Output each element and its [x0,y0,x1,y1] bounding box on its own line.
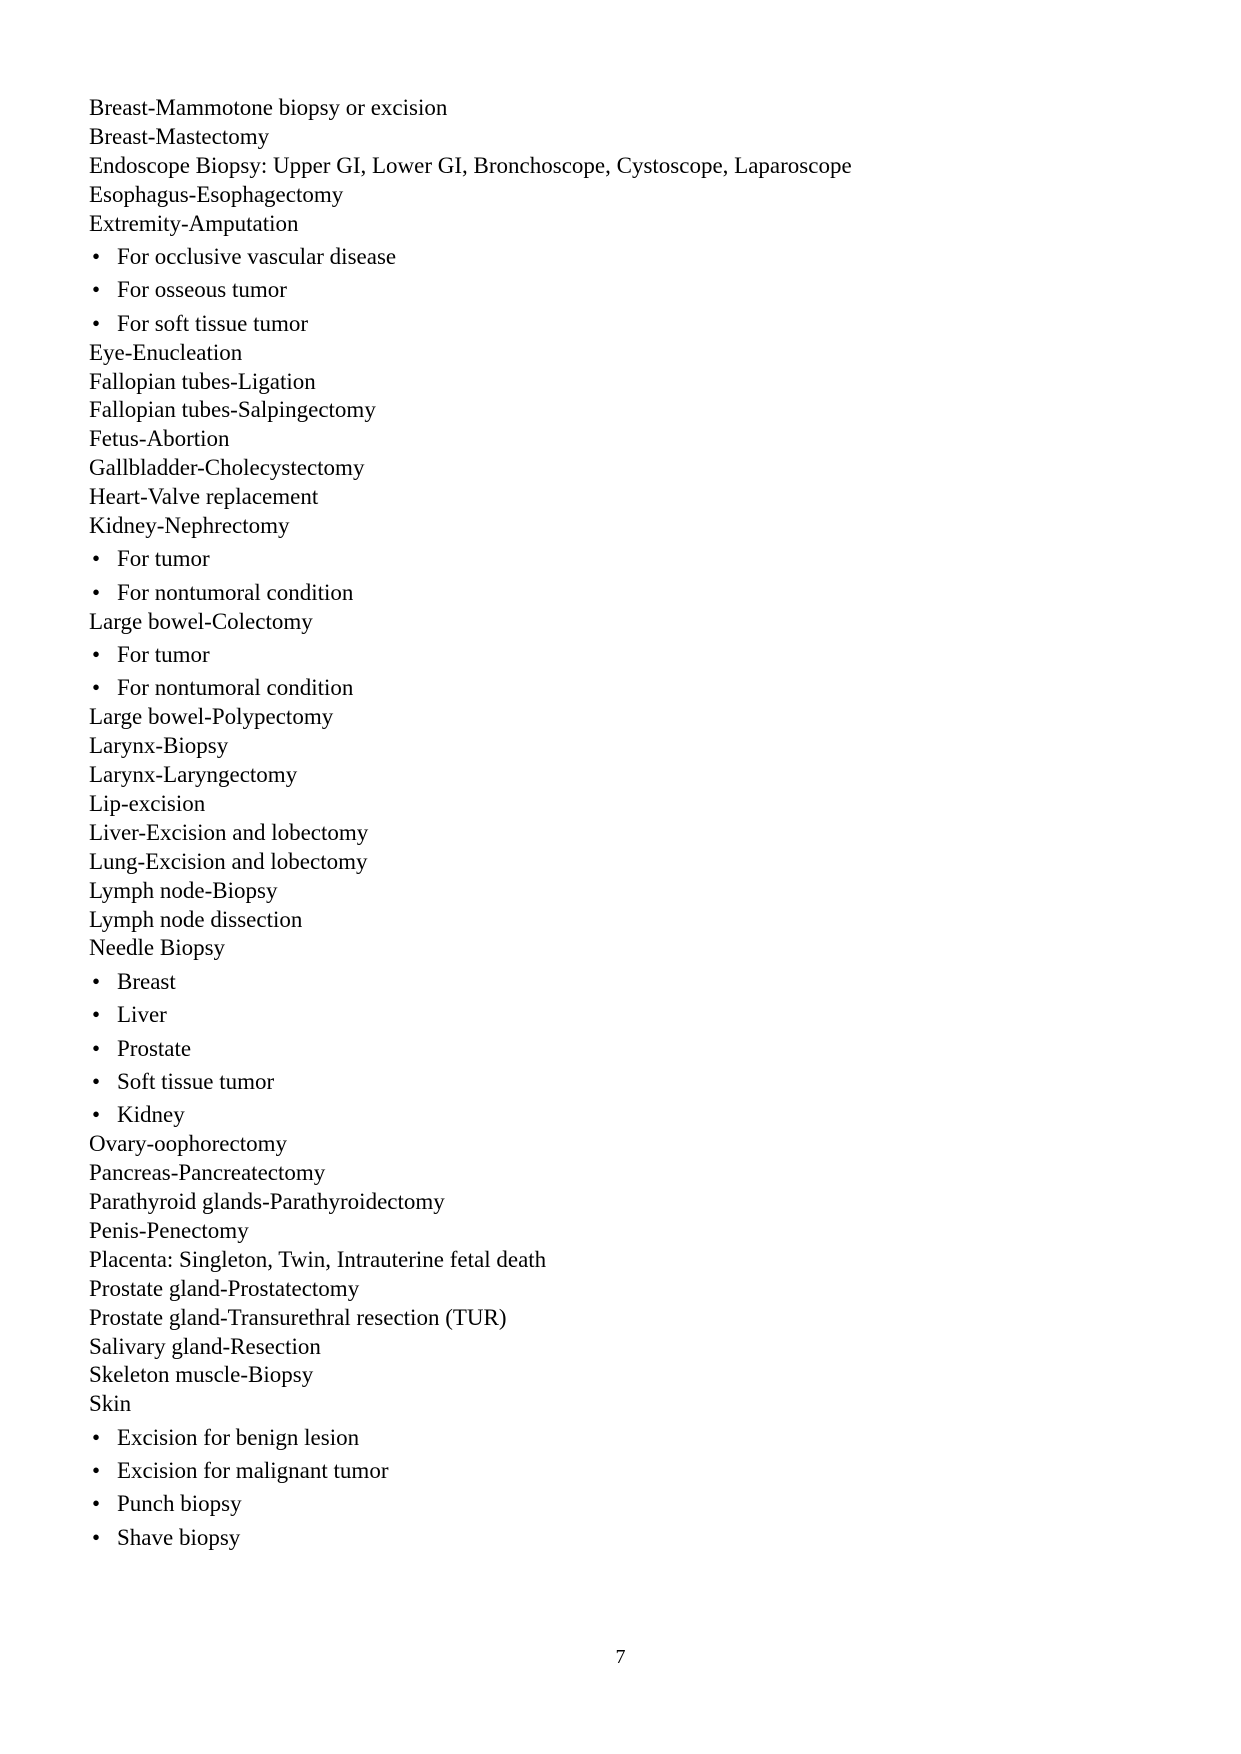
bullet-icon: • [92,1524,101,1550]
page-number: 7 [615,1646,626,1668]
procedure-entry: Ovary-oophorectomy [89,1131,287,1157]
procedure-entry: Placenta: Singleton, Twin, Intrauterine fetal death [89,1246,547,1272]
procedure-bullet-item [89,1064,1189,1097]
procedure-entry: Parathyroid glands-Parathyroidectomy [89,1189,445,1215]
bullet-icon: • [92,1424,101,1450]
procedure-bullet-item [89,1453,1189,1486]
procedure-bullet-item [89,1097,1189,1130]
procedure-bullet-item [89,1419,1189,1452]
bullet-text: Excision for malignant tumor [117,1458,389,1484]
bullet-icon: • [92,1069,101,1094]
bullet-text: For soft tissue tumor [117,310,309,336]
procedure-bullet-item [89,997,1189,1030]
bullet-text: For tumor [117,642,210,668]
procedure-entry: Lung-Excision and lobectomy [89,848,368,874]
procedure-entry: Salivary gland-Resection [89,1333,321,1359]
procedure-list [89,94,1189,1553]
procedure-bullet-item [89,963,1189,996]
bullet-icon: • [92,277,101,303]
procedure-entry: Lymph node dissection [89,906,303,932]
procedure-entry: Fallopian tubes-Salpingectomy [89,397,376,423]
bullet-text: Soft tissue tumor [117,1069,275,1094]
procedure-entry: Extremity-Amputation [89,210,299,236]
procedure-entry: Prostate gland-Prostatectomy [89,1275,360,1301]
bullet-icon: • [92,546,101,572]
bullet-text: Excision for benign lesion [117,1424,360,1450]
bullet-text: For occlusive vascular disease [117,243,397,269]
procedure-entry: Eye-Enucleation [89,339,243,365]
procedure-entry: Lymph node-Biopsy [89,877,278,903]
procedure-entry: Esophagus-Esophagectomy [89,181,344,207]
procedure-bullet-item [89,305,1189,338]
bullet-text: For nontumoral condition [117,579,354,605]
procedure-entry: Prostate gland-Transurethral resection (TUR) [89,1304,507,1330]
bullet-text: Breast [117,968,176,994]
bullet-text: For tumor [117,546,210,572]
bullet-icon: • [92,1491,101,1517]
bullet-text: Punch biopsy [117,1491,242,1517]
bullet-icon: • [92,579,101,605]
procedure-entry: Gallbladder-Cholecystectomy [89,455,365,481]
bullet-text: Liver [117,1002,167,1028]
procedure-entry: Kidney-Nephrectomy [89,512,290,538]
bullet-icon: • [92,243,101,269]
bullet-icon: • [92,1458,101,1484]
procedure-entry: Fetus-Abortion [89,426,230,452]
procedure-entry: Large bowel-Colectomy [89,608,313,634]
bullet-text: Kidney [117,1102,185,1128]
bullet-icon: • [92,1102,101,1128]
bullet-icon: • [92,1002,101,1028]
procedure-entry: Lip-excision [89,790,206,816]
procedure-entry: Larynx-Laryngectomy [89,762,298,788]
bullet-icon: • [92,968,101,994]
bullet-text: For nontumoral condition [117,675,354,701]
procedure-entry: Large bowel-Polypectomy [89,704,334,730]
procedure-bullet-item [89,574,1189,607]
procedure-entry: Skin [89,1391,132,1417]
procedure-entry: Skeleton muscle-Biopsy [89,1362,314,1388]
procedure-entry: Breast-Mammotone biopsy or excision [89,95,448,120]
bullet-text: For osseous tumor [117,277,287,303]
bullet-icon: • [92,1035,101,1061]
procedure-bullet-item [89,238,1189,271]
procedure-bullet-item [89,272,1189,305]
procedure-entry: Larynx-Biopsy [89,733,229,759]
bullet-icon: • [92,310,101,336]
bullet-icon: • [92,675,101,701]
procedure-entry: Pancreas-Pancreatectomy [89,1160,326,1186]
procedure-bullet-item [89,1519,1189,1552]
procedure-entry: Liver-Excision and lobectomy [89,819,369,845]
procedure-bullet-item [89,1486,1189,1519]
procedure-entry: Breast-Mastectomy [89,123,270,149]
bullet-text: Prostate [117,1035,192,1061]
procedure-entry: Endoscope Biopsy: Upper GI, Lower GI, Bronchoscope, Cystoscope, Laparoscope [89,152,852,178]
procedure-entry: Fallopian tubes-Ligation [89,368,316,394]
procedure-bullet-item [89,1030,1189,1063]
procedure-entry: Heart-Valve replacement [89,484,319,510]
procedure-entry: Needle Biopsy [89,935,226,961]
procedure-bullet-item [89,637,1189,670]
procedure-entry: Penis-Penectomy [89,1217,249,1243]
bullet-icon: • [92,642,101,668]
procedure-bullet-item [89,670,1189,703]
procedure-bullet-item [89,541,1189,574]
bullet-text: Shave biopsy [117,1524,241,1550]
